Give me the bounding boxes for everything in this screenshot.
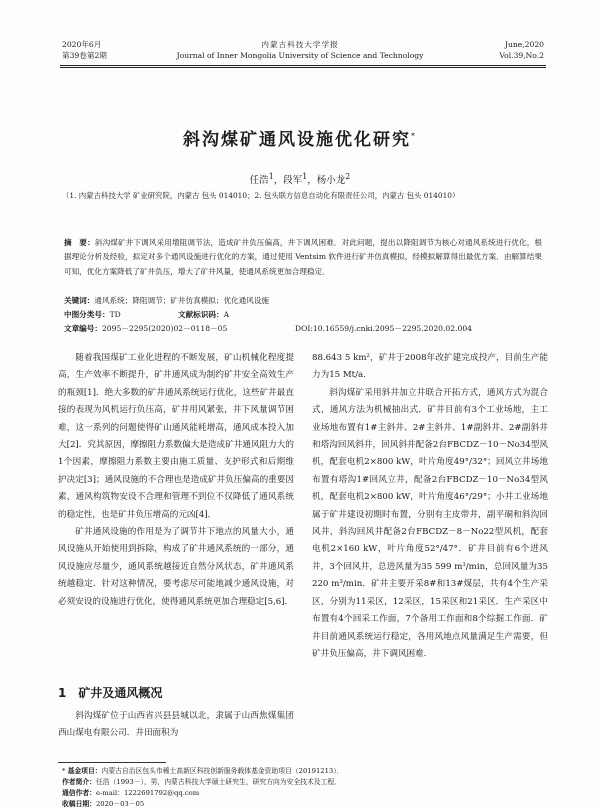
article-number: 文章编号：2095－2295(2020)02－0118－05 [64, 324, 228, 333]
section-heading: 1 矿井及通风概况 [58, 686, 163, 700]
paragraph-intro-1: 随着我国煤矿工业化进程的不断发展，矿山机械化程度提高，生产效率不断提升，矿井通风成为制约矿井安全高效生产的瓶颈[1]．绝大多数的矿井通风系统运行优化，这些矿井最直接的表现为风机运行负压高，矿井用风紧张，井下风量调节困难，这一系列的问题使得矿山通风能耗增高，通风成本投入加大[2]．究其原因，摩擦阻力系数偏大是造成矿井通风阻力大的1个因素，摩擦阻力系数主要由施工质量、支护形式和后期维护决定[3]；通风设施的不合理也是造成矿井负压偏高的重要因素，通风构筑物安设不合理和管理不到位不仅降低了通风系统的稳定性，也是矿井负压增高的元凶[4]． [58, 353, 294, 520]
header-volume-en: Vol.39,No.2 [499, 51, 544, 60]
affiliation: （1. 内蒙古科技大学 矿业研究院，内蒙古 包头 014010；2. 包头联方信息自动化有限责任公司，内蒙古 包头 014010） [62, 191, 460, 200]
author-3: ，杨小龙 [307, 175, 346, 187]
footnote-rule [58, 762, 166, 763]
paper-title: 斜沟煤矿通风设施优化研究* [183, 130, 417, 150]
header-rule [60, 65, 546, 66]
journal-name-cn: 内蒙古科技大学学报 [261, 40, 339, 49]
footnote-fund: * 基金项目：内蒙古自治区包头市稀土高新区科技创新服务载体基金资助项目（20191213）． [62, 767, 344, 775]
journal-name-en: Journal of Inner Mongolia University of Science and Technology [176, 51, 424, 60]
header-date-en: June,2020 [504, 40, 544, 49]
author-2: ，段军 [273, 175, 303, 187]
keywords: 关键词：通风系统；降阻调节；矿井仿真模拟；优化通风设施 [64, 296, 270, 305]
abstract: 摘 要：斜沟煤矿井下调风采用增阻调节法，造成矿井负压偏高，井下调风困难．对此问题，提出以降阻调节为核心对通风系统进行优化，根据理论分析及经验，拟定对多个通风设施进行优化的方案，通过使用 Ventsim 软件进行矿井仿真模拟，经模拟解算得出最优方案．由解算结果可知，优化方案降低了矿井负压，增大了矿井风量，使通风系统更加合理稳定． [64, 238, 543, 276]
paragraph-mine-area: 88.643 5 km²，矿井于2008年改扩建完成投产，目前生产能力为15 Mt/a. [312, 353, 548, 381]
clc-number: 中图分类号：TD [64, 310, 121, 319]
authors: 任浩$^1$，段军$^1$，杨小龙$^2$ [249, 172, 351, 187]
author-1: 任浩 [249, 175, 269, 187]
footnote-received: 收稿日期：2020－03－05 [62, 800, 145, 808]
left-column [58, 350, 294, 611]
footnote-author: 作者简介：任浩（1993－），男，内蒙古科技大学硕士研究生，研究方向为安全技术及工程． [62, 778, 341, 786]
paragraph-ventilation: 斜沟煤矿采用斜井加立井联合开拓方式，通风方式为混合式，通风方法为机械抽出式．矿井目前有3个工业场地，主工业场地布置有1#主斜井、2#主斜井、1#副斜井、2#副斜井和塔沟回风斜井，回风斜井配备2台FBCDZ－10－No34型风机，配套电机2×800 kW，叶片角度49°/32°；回风立井场地布置有塔沟1#回风立井，配备2台FBCDZ－10－No34型风机，配套电机2×800 kW，叶片角度46°/29°；小井工业场地属于矿井建设初期时布置，分别有主皮带井，副平硐和斜沟回风井，斜沟回风井配备2台FBCDZ－8－No22型风机，配套电机2×160 kW，叶片角度52°/47°．矿井目前有6个进风井，3个回风井，总进风量为35 599 m³/min，总回风量为35 220 m³/min．矿井主要开采8#和13#煤层，共有4个生产采区，分别为11采区，12采区，15采区和21采区．生产采区中布置有4个回采工作面，7个备用工作面和8个综掘工作面．矿井目前通风系统运行稳定，各用风地点风量满足生产需要，但矿井负压偏高，井下调风困难． [312, 387, 548, 659]
header-rule-2 [60, 67, 546, 68]
right-column [312, 350, 548, 663]
doi: DOI:10.16559/j.cnki.2095－2295.2020.02.004 [295, 324, 472, 333]
document-code: 文献标识码：A [178, 310, 230, 319]
left-column-cont [58, 708, 294, 743]
paragraph-intro-2: 矿井通风设施的作用是为了调节井下地点的风量大小，通风设施从开始使用到拆除，构成了矿井通风系统的一部分，通风设施应尽量少，通风系统越接近自然分风状态，矿井通风系统越稳定．针对这种情况，要考虑尽可能地减少通风设施，对必须安设的设施进行优化，使得通风系统更加合理稳定[5,6]． [58, 527, 294, 607]
header-volume: 第39卷第2期 [62, 51, 107, 60]
paragraph-mine-overview: 斜沟煤矿位于山西省兴县县城以北，隶属于山西焦煤集团西山煤电有限公司．井田面积为 [58, 711, 294, 739]
footnote-corresponding: 通信作者：e-mail：1222691792@qq.com [62, 789, 200, 797]
header-date: 2020年6月 [62, 40, 102, 49]
